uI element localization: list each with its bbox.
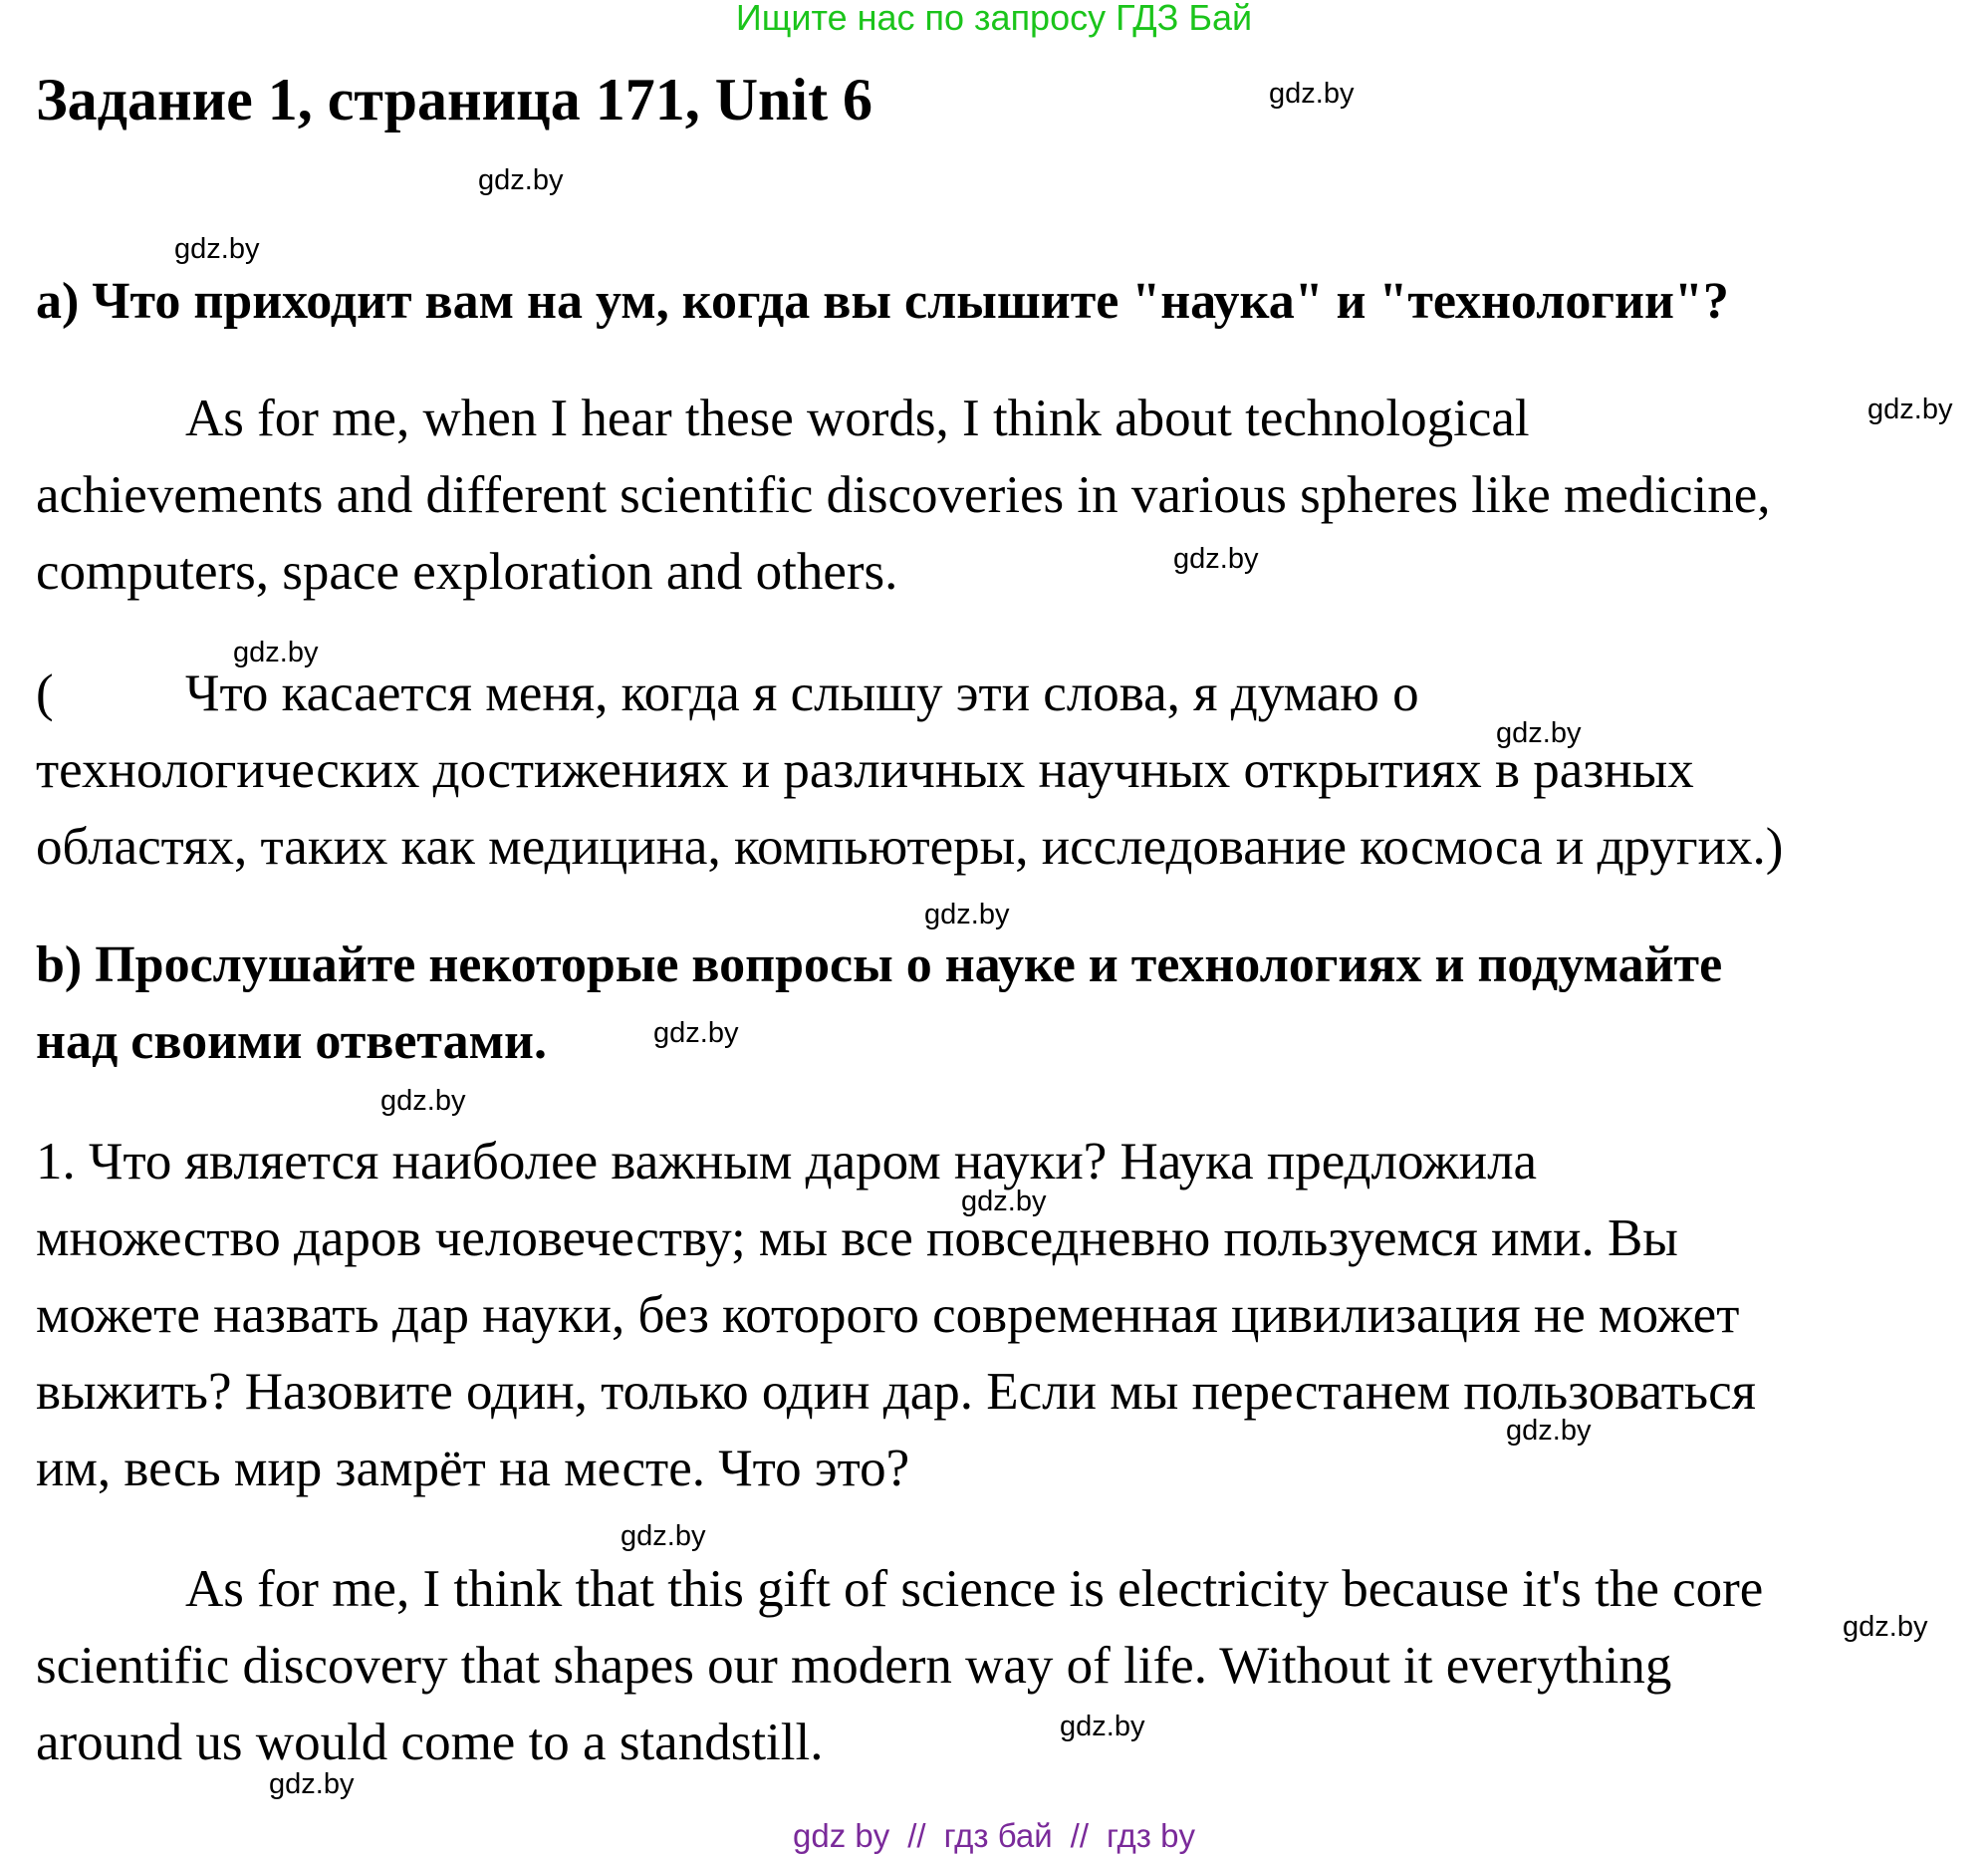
watermark: gdz.by	[478, 164, 564, 196]
footer-link-gdz-by-ru[interactable]: гдз by	[1107, 1817, 1195, 1854]
item-1-line-5: им, весь мир замрёт на месте. Что это?	[36, 1440, 910, 1497]
watermark: gdz.by	[924, 899, 1010, 930]
watermark: gdz.by	[1867, 394, 1953, 425]
watermark: gdz.by	[961, 1186, 1047, 1217]
watermark: gdz.by	[621, 1520, 706, 1552]
translation-a-line-3: областях, таких как медицина, компьютеры, исследование космоса и других.)	[36, 818, 1784, 876]
question-b-line-1: b) Прослушайте некоторые вопросы о науке и технологиях и подумайте	[36, 936, 1723, 993]
watermark: gdz.by	[1269, 78, 1355, 110]
item-1-line-1: 1. Что является наиболее важным даром науки? Наука предложила	[36, 1133, 1538, 1191]
answer-a-line-1: As for me, when I hear these words, I think about technological	[185, 390, 1530, 447]
footer-link-gdz-bai[interactable]: гдз бай	[943, 1817, 1053, 1854]
top-banner[interactable]: Ищите нас по запросу ГДЗ Бай	[735, 0, 1253, 38]
page-title: Задание 1, страница 171, Unit 6	[36, 67, 873, 132]
watermark: gdz.by	[1060, 1711, 1145, 1742]
footer-links	[0, 1818, 1988, 1854]
watermark: gdz.by	[380, 1085, 466, 1117]
translation-a-line-1: ( Что касается меня, когда я слышу эти слова, я думаю о	[36, 664, 1419, 722]
item-1-line-2: множество даров человечеству; мы все повседневно пользуемся ими. Вы	[36, 1209, 1678, 1267]
answer-b-line-1: As for me, I think that this gift of science is electricity because it's the core	[185, 1560, 1764, 1618]
answer-a-line-2: achievements and different scientific discoveries in various spheres like medicine,	[36, 466, 1771, 524]
watermark: gdz.by	[1506, 1415, 1592, 1447]
answer-a-line-3: computers, space exploration and others.	[36, 543, 898, 601]
question-b-line-2: над своими ответами.	[36, 1013, 547, 1070]
item-1-line-3: можете назвать дар науки, без которого современная цивилизация не может	[36, 1286, 1740, 1344]
footer-separator: //	[1070, 1817, 1089, 1854]
answer-b-line-2: scientific discovery that shapes our modern way of life. Without it everything	[36, 1637, 1672, 1695]
item-1-line-4: выжить? Назовите один, только один дар. Если мы перестанем пользоваться	[36, 1363, 1756, 1421]
watermark: gdz.by	[174, 233, 260, 265]
footer-separator: //	[907, 1817, 926, 1854]
watermark: gdz.by	[1173, 543, 1259, 575]
watermark: gdz.by	[653, 1017, 739, 1049]
footer-link-gdz-by[interactable]: gdz by	[793, 1817, 890, 1854]
translation-a-line-2: технологических достижениях и различных научных открытиях в разных	[36, 741, 1694, 799]
watermark: gdz.by	[1496, 717, 1582, 749]
watermark: gdz.by	[1843, 1611, 1928, 1643]
question-a: a) Что приходит вам на ум, когда вы слышите "наука" и "технологии"?	[36, 273, 1729, 330]
watermark: gdz.by	[233, 637, 319, 668]
answer-b-line-3: around us would come to a standstill.	[36, 1714, 824, 1771]
watermark: gdz.by	[269, 1768, 355, 1800]
